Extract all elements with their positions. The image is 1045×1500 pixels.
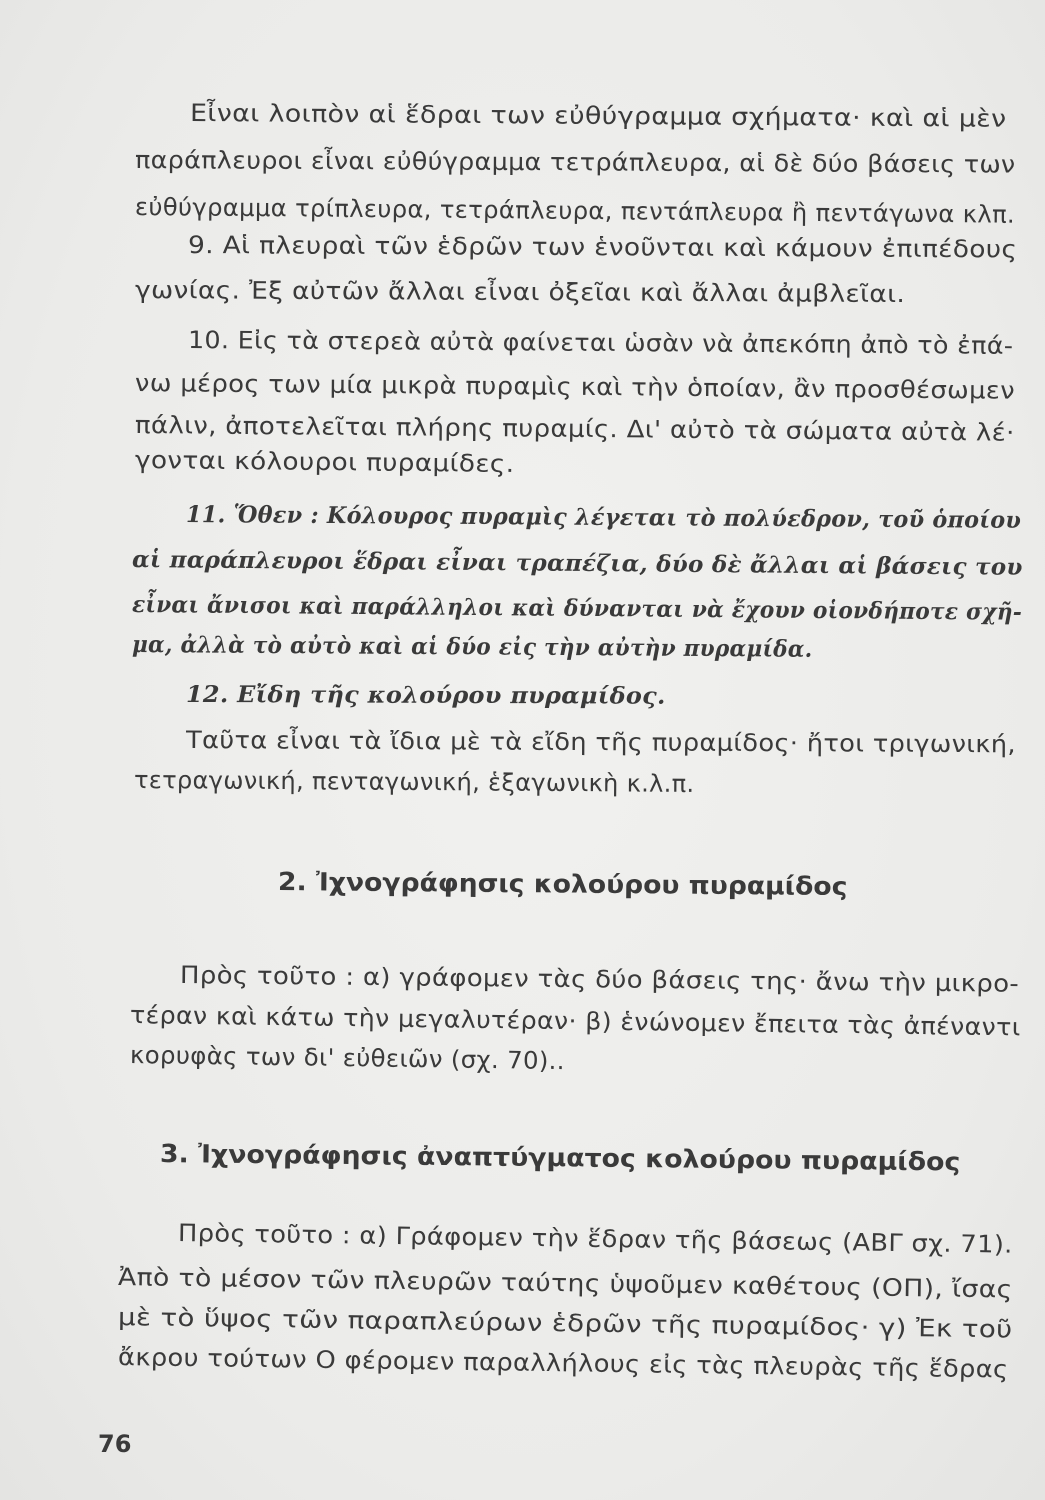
definition-line: αἱ παράπλευροι ἕδραι εἶναι τραπέζια, δύο δὲ ἄλλαι αἱ βάσεις του [131,546,1023,581]
paragraph-line: Εἶναι λοιπὸν αἱ ἕδραι των εὐθύγραμμα σχήματα· καὶ αἱ μὲν [189,99,1007,133]
paragraph-line: Ἀπὸ τὸ μέσον τῶν πλευρῶν ταύτης ὑψοῦμεν καθέτους (ΟΠ), ἴσας [117,1263,1013,1304]
subsection-title: 12. Εἴδη τῆς κολούρου πυραμίδος. [185,681,666,710]
paragraph-line: τετραγωνική, πενταγωνική, ἑξαγωνικὴ κ.λ.π. [133,766,695,798]
paragraph-line: 9. Αἱ πλευραὶ τῶν ἑδρῶν των ἑνοῦνται καὶ κάμουν ἐπιπέδους [187,231,1018,264]
definition-line: 11. Ὅθεν : Κόλουρος πυραμὶς λέγεται τὸ πολύεδρον, τοῦ ὁποίου [185,501,1022,534]
paragraph-line: Πρὸς τοῦτο : α) γράφομεν τὰς δύο βάσεις της· ἄνω τὴν μικρο- [179,961,1020,998]
paragraph-line: ἄκρου τούτων Ο φέρομεν παραλλήλους εἰς τὰς πλευρὰς τῆς ἕδρας [117,1343,1009,1384]
paragraph-line: τέραν καὶ κάτω τὴν μεγαλυτέραν· β) ἑνώνομεν ἔπειτα τὰς ἀπέναντι [129,1001,1021,1042]
paragraph-line: νω μέρος των μία μικρὰ πυραμὶς καὶ τὴν ὁποίαν, ἂν προσθέσωμεν [134,369,1016,405]
paragraph-line: μὲ τὸ ὕψος τῶν παραπλεύρων ἑδρῶν τῆς πυραμίδος· γ) Ἐκ τοῦ [117,1303,1013,1344]
paragraph-line: εὐθύγραμμα τρίπλευρα, τετράπλευρα, πεντάπλευρα ἢ πεντάγωνα κλπ. [134,193,1016,229]
page-number: 76 [98,1430,132,1458]
section-heading: 3. Ἰχνογράφησις ἀναπτύγματος κολούρου πυραμίδος [159,1139,961,1177]
paragraph-line: Πρὸς τοῦτο : α) Γράφομεν τὴν ἕδραν τῆς βάσεως (ΑΒΓ σχ. 71). [177,1219,1013,1259]
section-heading: 2. Ἰχνογράφησις κολούρου πυραμίδος [277,867,848,901]
paragraph-line: κορυφὰς των δι' εὐθειῶν (σχ. 70).. [129,1041,566,1076]
paragraph-line: γωνίας. Ἐξ αὐτῶν ἄλλαι εἶναι ὀξεῖαι καὶ ἄλλαι ἀμβλεῖαι. [134,276,906,309]
paragraph-line: παράπλευροι εἶναι εὐθύγραμμα τετράπλευρα, αἱ δὲ δύο βάσεις των [134,146,1016,179]
paragraph-line: γονται κόλουροι πυραμίδες. [134,446,515,478]
paragraph-line: 10. Εἰς τὰ στερεὰ αὐτὰ φαίνεται ὡσὰν νὰ ἀπεκόπη ἀπὸ τὸ ἐπά- [187,326,1014,360]
definition-line: εἶναι ἄνισοι καὶ παράλληλοι καὶ δύνανται νὰ ἔχουν οἱονδήποτε σχῆ- [131,591,1023,626]
paragraph-line: πάλιν, ἀποτελεῖται πλήρης πυραμίς. Δι' αὐτὸ τὰ σώματα αὐτὰ λέ· [134,411,1015,447]
paragraph-line: Ταῦτα εἶναι τὰ ἴδια μὲ τὰ εἴδη τῆς πυραμίδος· ἤτοι τριγωνική, [185,726,1016,759]
definition-line: μα, ἀλλὰ τὸ αὐτὸ καὶ αἱ δύο εἰς τὴν αὐτὴν πυραμίδα. [131,631,813,663]
